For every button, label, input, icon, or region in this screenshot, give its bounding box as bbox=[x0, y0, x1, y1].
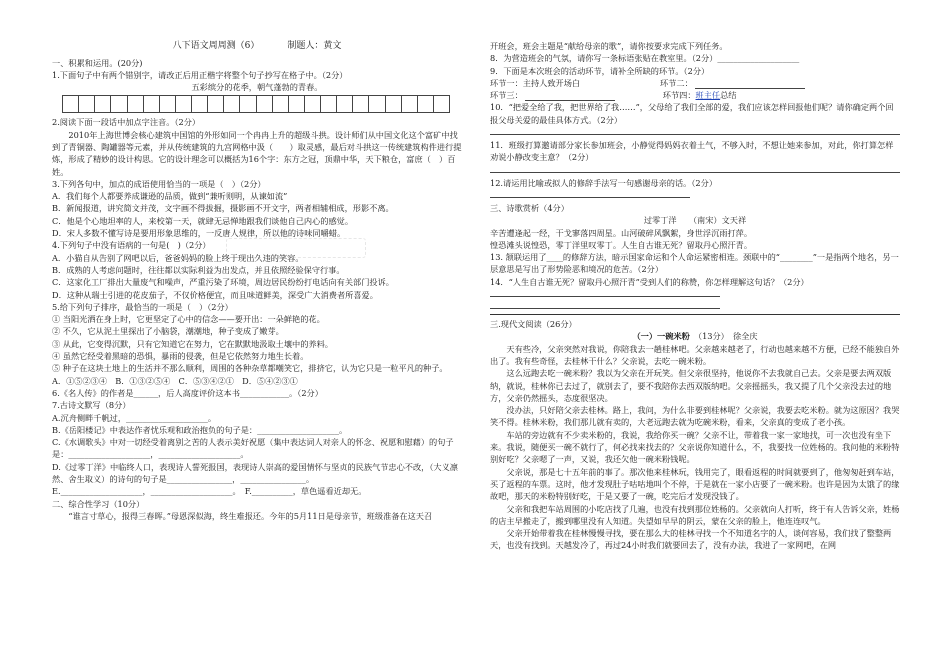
left-column bbox=[52, 40, 462, 522]
writing-grid[interactable] bbox=[62, 95, 450, 113]
reading-paragraph: 这么远跑去吃一碗米粉？我以为父亲在开玩笑。但父亲很坚持，他说你不去我就自己去。父亲是要去两双版纳，就说，桂林你已去过了，就别去了，要不我陪你去西双版纳吧。父亲摇摇头，我又提了几个父亲没去过的地方，父亲仍然摇头，态度很坚决。 bbox=[490, 368, 892, 403]
poem-line-2: 惶恐滩头说惶恐，零丁洋里叹零丁。人生自古谁无死？留取丹心照汗青。 bbox=[490, 239, 753, 250]
question-9: 9．下面是本次班会的活动环节，请补全所缺的环节。（2分） bbox=[490, 65, 710, 76]
question-4-option-b: B．成熟的人考虑问题时，往往都以实际利益为出发点，并且依照经验保守行事。 bbox=[52, 264, 345, 275]
page-title bbox=[52, 40, 462, 54]
section-2-intro-cont: 开班会，班会主题是“献给母亲的歌”，请你按要求完成下列任务。 bbox=[490, 41, 728, 51]
reading-title: （一）一碗米粉 bbox=[632, 331, 690, 342]
poem-line-1: 辛苦遭逢起一经，干戈寥落四周星。山河破碎风飘絮，身世浮沉雨打萍。 bbox=[490, 227, 753, 238]
question-4: 4.下列句子中没有语病的一句是( )（2分） bbox=[52, 240, 211, 251]
section-2-intro: “谁言寸草心，报得三春晖。”母恩深似海，终生难报还。今年的5月11日是母亲节，班级准备在这天召 bbox=[68, 510, 433, 521]
question-3-option-b: B．新闻报道，讲究简文并茂，文字画不得拔掘，摄影画不开文字，两者相辅相成，形影不离。 bbox=[52, 203, 394, 214]
reading-score: （13分） bbox=[697, 331, 725, 342]
section-divider bbox=[490, 313, 900, 315]
question-8: 8．为营造班会的气氛，请你写一条标语张贴在教室里。（2分）____________________ bbox=[490, 53, 800, 64]
exam-title: 八下语文周周测（6） bbox=[172, 41, 260, 51]
question-7-b: B.《岳阳楼记》中表达作者忧乐观和政治抱负的句子是：____________________。 bbox=[52, 424, 348, 435]
question-2: 2.阅读下面一段话中加点字注音。（2分） bbox=[52, 117, 201, 128]
question-4-option-d: D．这种从瑞士引进的花皮茄子，不仅价格便宜，而且味道鲜美，深受广大消费者所喜爱。 bbox=[52, 289, 378, 300]
reading-paragraph: 父亲说，那是七十五年前的事了。那次他来桂林玩，钱用完了，眼看返程的时间就要到了，他匆匆赶到车站，买了返程的车票。这时，他才发现肚子咕咕地叫个不停，于是就在一家小店要了一碗米粉。也许是因为太饿了的缘故吧，那天的米粉特别好吃，于是又要了一碗，吃完后才发现没钱了。 bbox=[490, 466, 900, 502]
question-7-a: A.沉舟侧畔千帆过，____________________。 bbox=[52, 412, 217, 423]
question-3: 3.下列各句中，加点的成语使用恰当的一项是（ ）（2分） bbox=[52, 178, 266, 189]
section-heading-3: 三、诗歌赏析（4分） bbox=[490, 202, 569, 213]
question-5-item-3: ③ 从此，它变得沉默，只有它知道它在努力，它在默默地汲取土壤中的养料。 bbox=[52, 338, 333, 349]
poem-title: 过零丁洋 （南宋）文天祥 bbox=[643, 215, 747, 226]
step-3: 环节三： bbox=[490, 90, 523, 101]
reading-paragraph: 没办法，只好陪父亲去桂林。路上，我问，为什么非要到桂林呢？父亲说，我要去吃米粉。就为这原因？我哭笑不得。桂林米粉，我们那儿就有卖的，大老远跑去就为吃碗米粉，看来，父亲真的变成了老小孩。 bbox=[490, 405, 900, 428]
steps-row-1 bbox=[490, 77, 900, 89]
section-heading-2: 二、综合性学习（10分） bbox=[52, 498, 145, 509]
answer-line-14a[interactable] bbox=[490, 289, 720, 297]
question-13: 13. 颔联运用了____的修辞方法，暗示国家命运和个人命运紧密相连。颈联中的“________”一是指两个地名，另一层意思是写出了形势险恶和境况的危苦。（2分） bbox=[490, 252, 899, 275]
question-7: 7.古诗文默写（8分） bbox=[52, 400, 131, 411]
question-4-option-a: A．小猫自从告别了网吧以后，爸爸妈妈的脸上终于现出久违的笑容。 bbox=[52, 252, 304, 263]
question-5-item-2: ② 不久，它从泥土里探出了小脑袋，潮潮地，种子变成了嫩芽。 bbox=[52, 326, 284, 337]
question-5-options: A．①⑤②③④ B．①③②⑤④ C．⑤③④②① D．⑤④②③① bbox=[52, 375, 298, 386]
question-3-option-d: D．宋人多数不懂写诗是要用形象思维的，一反唐人规律，所以他的诗味同嚼蜡。 bbox=[52, 228, 346, 239]
question-1-sentence: 五彩缤分的花季，朝气蓬勃的青春。 bbox=[191, 82, 323, 93]
question-5-item-1: ① 当阳光洒在身上时，它更坚定了心中的信念——要开出：一朵鲜艳的花。 bbox=[52, 314, 325, 325]
question-5-item-5: ⑤ 种子在这块土地上的生活并不那么顺利，周围的各种杂草都嘲笑它，排挤它，认为它只是一粒平凡的种子。 bbox=[52, 363, 448, 374]
question-7-ef: E.____________________，____________________。 F.__________，草色遥看近却无。 bbox=[52, 486, 367, 497]
reading-paragraph: 父亲和我把车站周围的小吃店找了几遍，也没有找到那位姓杨的。父亲就向人打听，终于有人告诉父亲，姓杨的店主早搬走了，搬到哪里没有人知道。失望如早早的阴云，蒙在父亲的脸上，他连连叹气。 bbox=[490, 503, 900, 526]
reading-paragraph: 天有些冷，父亲突然对我说，你陪我去一趟桂林吧。父亲越来越老了，行动也越来越不方便，已经不能独自外出了。我有些奇怪，去桂林干什么？父亲说，去吃一碗米粉。 bbox=[490, 343, 900, 366]
question-7-c: C.《水调歌头》中对一切经受着离别之苦的人表示美好祝愿（集中表达词人对亲人的怀念、祝愿和慰藉）的句子是：____________________，____________________。 bbox=[52, 437, 454, 460]
step-3-blank[interactable] bbox=[525, 89, 615, 101]
question-3-option-a: A．我们每个人都要养成谦逊的品质，做到“兼听则明，从谏如流” bbox=[52, 191, 288, 202]
question-3-option-c: C．他是个心地坦率的人，来校第一天，就肆无忌惮地跟我们谈他自己内心的感觉。 bbox=[52, 215, 354, 226]
section-heading-4: 三.现代文阅读（26分） bbox=[490, 319, 577, 330]
reading-paragraph: 父亲开始带着我在桂林慢慢寻找，要在那么大的桂林寻找一个不知道名字的人，谈何容易，我们找了整整两天，也没有找到。天越发冷了，再过24小时我们就要回去了，没有办法，我进了一家网吧，在网 bbox=[490, 528, 892, 551]
step-2-blank[interactable] bbox=[695, 77, 805, 89]
step-4-suffix: 总结 bbox=[720, 90, 737, 101]
step-4-link[interactable]: 班主任 bbox=[695, 90, 721, 101]
question-5-item-4: ④ 虽然它经受着黑暗的恐惧，暴雨的侵袭，但是它依然努力地生长着。 bbox=[52, 351, 309, 362]
question-4-option-c: C．这家化工厂排出大量废气和噪声，严重污染了环境，周边居民纷纷打电话向有关部门投诉。 bbox=[52, 277, 394, 288]
step-2: 环节二： bbox=[660, 77, 693, 88]
steps-row-2 bbox=[490, 89, 900, 101]
question-10: 10．“把爱全给了我，把世界给了我……”，父母给了我们全部的爱，我们应该怎样回报他们呢？请你确定两个回报父母关爱的最佳具体方式。（2分） bbox=[490, 102, 894, 125]
question-7-d: D.《过零丁洋》中临终人口，表现诗人誓死报国，表现诗人崇高的爱国情怀与坚贞的民族气节忠心不改，（大义凛然、舍生取义）的诗句的句子是________________，________________。 bbox=[52, 461, 458, 484]
question-5: 5.给下列句子排序，最恰当的一项是（ ）（2分） bbox=[52, 301, 233, 312]
watermark-stamp bbox=[226, 238, 366, 258]
reading-paragraph: 车站的旁边就有不少卖米粉的，我说，我给你买一碗？父亲不让，带着我一家一家地找，可一次也没有坐下来。我说，随便买一碗不就行了，何必找来找去的？父亲说你知道什么，不，我要找一位姓杨的。我问他的米粉特别好吃？父亲嗯了一声，又说，我还欠他一碗米粉钱呢。 bbox=[490, 429, 900, 465]
step-1: 环节一：主持人致开场白 bbox=[490, 77, 581, 88]
question-2-passage: 2010年上海世博会核心建筑中国馆的外形如同一个冉冉上升的超级斗拱。设计师们从中国文化这个富矿中找到了青铜器、陶罐器等元素，并从传统建筑的九宫网格中汲（ ）取灵感，最后对斗拱这一传统建筑构件进行提炼，形成了精妙的设计构思。它的设计理念可以概括为16个字：东方之冠，顶鼎中华，天下粮仓，富庶（ ）百姓。 bbox=[52, 129, 462, 177]
answer-line-14b[interactable] bbox=[490, 301, 720, 309]
exam-author: 制题人：黄文 bbox=[287, 41, 342, 51]
answer-line-12[interactable] bbox=[490, 190, 690, 198]
question-11: 11．班级打算邀请部分家长参加班会，小静觉得妈妈衣着土气，不够入时，不想让她来参加，对此，你打算怎样劝说小静改变主意？（2分） bbox=[490, 140, 894, 163]
reading-author: 徐全庆 bbox=[732, 331, 758, 342]
answer-line-10[interactable] bbox=[490, 127, 900, 135]
question-1: 1.下面句子中有两个错别字，请改正后用正楷字将整个句子抄写在格子中。（2分） bbox=[52, 69, 348, 80]
step-4-prefix: 环节四： bbox=[662, 90, 696, 101]
right-column bbox=[490, 40, 900, 552]
answer-line-11[interactable] bbox=[490, 165, 900, 173]
reading-title-line bbox=[490, 330, 900, 342]
section-heading: 一、积累和运用。(20分) bbox=[52, 57, 143, 68]
question-6: 6.《名人传》的作者是______，后人高度评价这本书____________。（2分） bbox=[52, 387, 323, 398]
question-14: 14．“人生自古谁无死？留取丹心照汗青”受到人们的称赞，你怎样理解这句话？（2分） bbox=[490, 276, 809, 287]
question-12: 12.请运用比喻或拟人的修辞手法写一句感谢母亲的话。（2分） bbox=[490, 177, 718, 188]
